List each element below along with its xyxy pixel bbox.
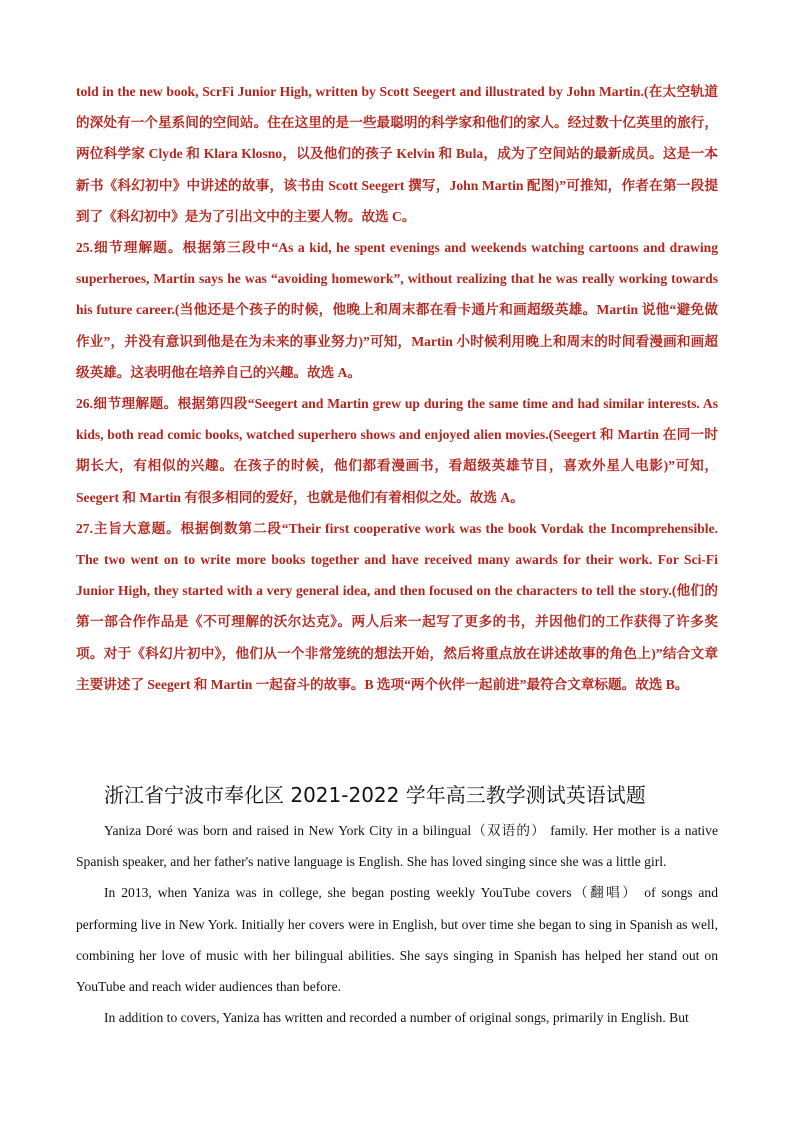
- exam-title: 浙江省宁波市奉化区 2021-2022 学年高三教学测试英语试题: [104, 783, 646, 807]
- passage-paragraph-3: In addition to covers, Yaniza has written and recorded a number of original songs, primarily in English. But: [104, 1010, 689, 1026]
- answer-explanations: [76, 76, 718, 700]
- answer-explanation-24: told in the new book, ScrFi Junior High, written by Scott Seegert and illustrated by John Martin.(在太空轨道的深处有一个星系间的空间站。住在这里的是一些最聪明的科学家和他们的家人。经过数十亿英里的旅行，两位科学家 Clyde 和 Klara Klosno，以及他们的孩子 Kelvin 和 Bula，成为了空间站的最新成员。这是一本新书《科幻初中》中讲述的故事，该书由 Scott Seegert 撰写，John Martin 配图)”可推知，作者在第一段提到了《科幻初中》是为了引出文中的主要人物。故选 C。: [76, 84, 718, 224]
- answer-explanation-25: 25.细节理解题。根据第三段中“As a kid, he spent evenings and weekends watching cartoons and drawing superheroes, Martin says he was “avoiding homework”, without realizing that he was really working towards his future career.(当他还是个孩子的时候，他晚上和周末都在看卡通片和画超级英雄。Martin 说他“避免做作业”，并没有意识到他是在为未来的事业努力)”可知，Martin 小时候利用晚上和周末的时间看漫画和画超级英雄。这表明他在培养自己的兴趣。故选 A。: [76, 240, 718, 380]
- answer-explanation-26: 26.细节理解题。根据第四段“Seegert and Martin grew up during the same time and had similar interests. As kids, both read comic books, watched superhero shows and enjoyed alien movies.(Seegert 和 Martin 在同一时期长大，有相似的兴趣。在孩子的时候，他们都看漫画书，看超级英雄节目，喜欢外星人电影)”可知，Seegert 和 Martin 有很多相同的爱好，也就是他们有着相似之处。故选 A。: [76, 396, 718, 505]
- answer-explanation-27: 27.主旨大意题。根据倒数第二段“Their first cooperative work was the book Vordak the Incomprehensible. The two went on to write more books together and have received many awards for their work. For Sci-Fi Junior High, they started with a very general idea, and then focused on the characters to tell the story.(他们的第一部合作作品是《不可理解的沃尔达克》。两人后来一起写了更多的书，并因他们的工作获得了许多奖项。对于《科幻片初中》，他们从一个非常笼统的想法开始，然后将重点放在讲述故事的角色上)”结合文章主要讲述了 Seegert 和 Martin 一起奋斗的故事。B 选项“两个伙伴一起前进”最符合文章标题。故选 B。: [76, 520, 718, 692]
- passage-paragraph-2: In 2013, when Yaniza was in college, she began posting weekly YouTube covers（翻唱） of songs and performing live in New York. Initially her covers were in English, but over time she began to sing in Spanish as well, combining her love of music with her bilingual abilities. She says singing in Spanish has helped her stand out on YouTube and reach wider audiences than before.: [76, 885, 718, 995]
- passage-paragraph-1: Yaniza Doré was born and raised in New York City in a bilingual（双语的） family. Her mother is a native Spanish speaker, and her father's native language is English. She has loved singing since she was a little girl.: [76, 823, 718, 870]
- reading-passage: [76, 815, 718, 1033]
